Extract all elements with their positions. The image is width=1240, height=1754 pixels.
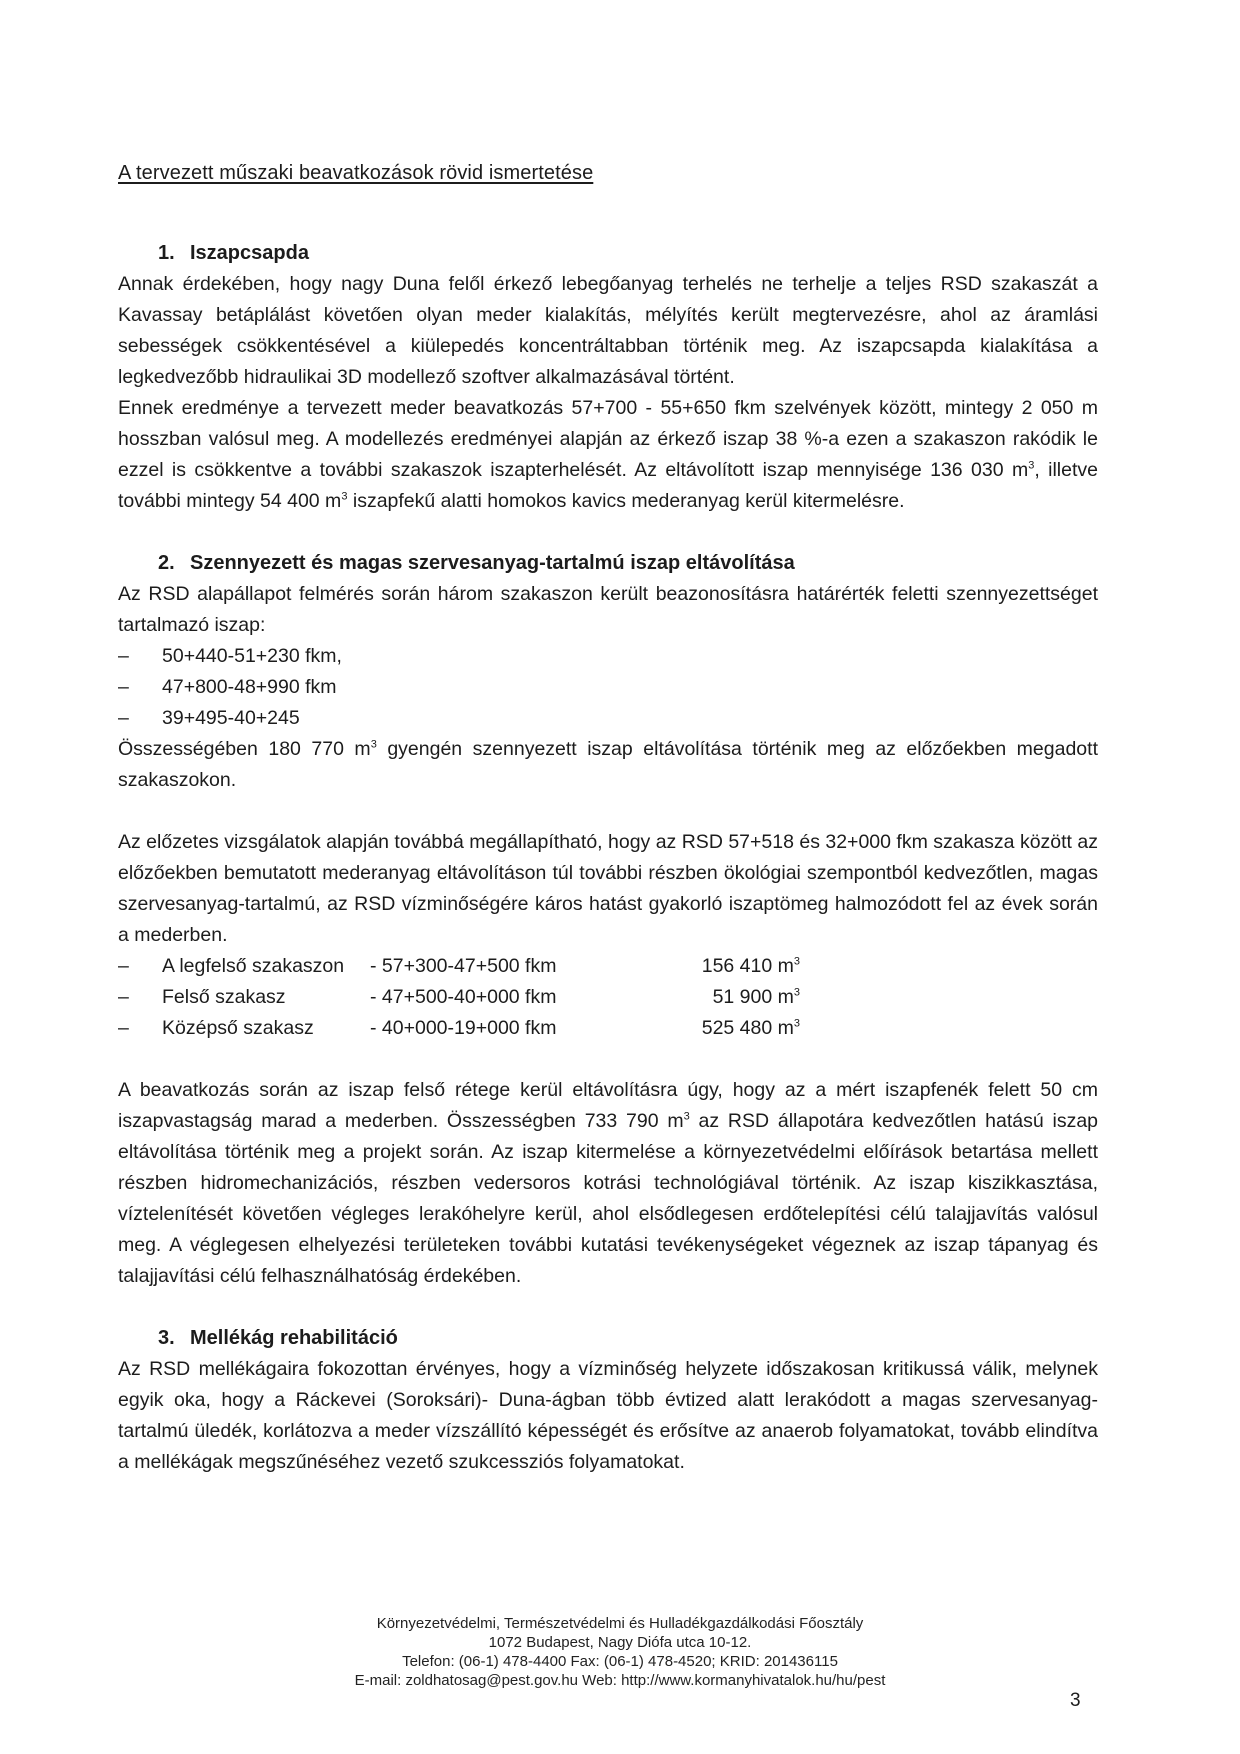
superscript: 3 [683,1110,690,1123]
section-3-paragraph: Az RSD mellékágaira fokozottan érvényes, hogy a vízminőség helyzete időszakosan kritikussá válik, melynek egyik oka, hogy a Ráckevei (Soroksári)- Duna-ágban több évtized alatt lerakódott a magas szervesanyag-tartalmú üledék, korlátozva a meder vízszállító képességét és erősítve az anaerob folyamatokat, tovább elindítva a mellékágak megszűnéséhez vezető szukcessziós folyamatokat. [118,1358,1098,1473]
paragraph-text: Ennek eredménye a tervezett meder beavatkozás 57+700 - 55+650 fkm szelvények között, mintegy 2 050 m hosszban valósul meg. A modellezés eredményei alapján az érkező iszap 38 %-a ezen a szakaszon rakódik le ezzel is csökkentve a további szakaszok iszapterhelését. Az eltávolított iszap mennyisége 136 030 m [118,397,1098,481]
superscript: 3 [793,955,800,968]
section-1-heading [118,238,1098,269]
contaminated-sections-list [118,641,1098,734]
paragraph-text: A beavatkozás során az iszap felső rétege kerül eltávolításra úgy, hogy az a mért iszapfenék felett 50 cm iszapvastagság marad a mederben. Összességben 733 790 m [118,1079,1098,1132]
paragraph-text: iszapfekű alatti homokos kavics mederanyag kerül kitermelésre. [347,490,905,512]
paragraph-text: , illetve további mintegy 54 400 m [118,459,1098,512]
row-range: - 40+000-19+000 fkm [370,1017,557,1039]
paragraph-text: az RSD állapotára kedvezőtlen hatású iszap eltávolítása történik meg a projekt során. Az iszap kitermelése a környezetvédelmi előírások betartása mellett részben hidromechanizációs, részben vedersoros kotrási technológiával történik. Az iszap kiszikkasztása, víztelenítését követően végleges lerakóhelyre kerül, ahol elsődlegesen erdőtelepítési célú talajjavítás valósul meg. A véglegesen elhelyezési területeken további kutatási tevékenységeket végeznek az iszap tápanyag és talajjavítási célú felhasználhatóság érdekében. [118,1110,1099,1287]
document-body [118,238,1098,1478]
section-3-title: Mellékág rehabilitáció [190,1327,398,1349]
superscript: 3 [793,986,800,999]
list-item: – 47+800-48+990 fkm [118,672,1098,703]
section-1-number: 1. [158,242,175,264]
row-range: - 57+300-47+500 fkm [370,955,557,977]
row-name: A legfelső szakaszon [162,955,345,977]
row-volume [650,951,800,982]
table-row [118,1013,800,1044]
superscript: 3 [341,490,348,503]
table-row [118,982,800,1013]
superscript: 3 [370,738,377,751]
section-2-title: Szennyezett és magas szervesanyag-tartalmú iszap eltávolítása [190,552,795,574]
row-name: Középső szakasz [162,1017,314,1039]
row-volume [650,1013,800,1044]
footer-address: 1072 Budapest, Nagy Diófa utca 10-12. [488,1634,752,1651]
document-title: A tervezett műszaki beavatkozások rövid ismertetése [118,162,594,184]
page-number: 3 [1070,1690,1081,1711]
section-2-prelim-paragraph: Az előzetes vizsgálatok alapján továbbá megállapítható, hogy az RSD 57+518 és 32+000 fkm szakasza között az előzőekben bemutatott mederanyag eltávolításon túl további részben ökológiai szempontból kedvezőtlen, magas szervesanyag-tartalmú, az RSD vízminőségére káros hatást gyakorló iszaptömeg halmozódott fel az évek során a mederben. [118,831,1098,946]
section-2-summary [118,734,1098,796]
superscript: 3 [1028,459,1035,472]
sludge-volume-table [118,951,800,1044]
section-1-paragraph-2 [118,393,1098,517]
row-volume [650,982,800,1013]
section-2-heading [118,548,1098,579]
list-item: – 39+495-40+245 [118,703,1098,734]
volume-value: 51 900 m [712,986,794,1008]
volume-value: 156 410 m [701,955,794,977]
paragraph-text: Összességében 180 770 m [118,738,371,760]
row-range: - 47+500-40+000 fkm [370,986,557,1008]
section-3-number: 3. [158,1327,175,1349]
section-1-paragraph-1: Annak érdekében, hogy nagy Duna felől érkező lebegőanyag terhelés ne terhelje a teljes RSD szakaszát a Kavassay betáplálást követően olyan meder kialakítás, mélyítés került megtervezésre, ahol az áramlási sebességek csökkentésével a kiülepedés koncentráltabban történik meg. Az iszapcsapda kialakítása a legkedvezőbb hidraulikai 3D modellező szoftver alkalmazásával történt. [118,273,1098,388]
page-footer [0,1614,1240,1690]
footer-phone: Telefon: (06-1) 478-4400 Fax: (06-1) 478-4520; KRID: 201436115 [402,1653,838,1670]
row-dash: – [118,986,129,1008]
footer-contact: E-mail: zoldhatosag@pest.gov.hu Web: http://www.kormanyhivatalok.hu/hu/pest [354,1672,886,1689]
list-item: – 50+440-51+230 fkm, [118,641,1098,672]
section-1-title: Iszapcsapda [190,242,309,264]
footer-department: Környezetvédelmi, Természetvédelmi és Hulladékgazdálkodási Főosztály [376,1615,864,1632]
section-2-number: 2. [158,552,175,574]
section-2-intro: Az RSD alapállapot felmérés során három szakaszon került beazonosításra határérték feletti szennyezettséget tartalmazó iszap: [118,583,1098,636]
section-2-final-paragraph [118,1075,1098,1292]
paragraph-text: gyengén szennyezett iszap eltávolítása történik meg az előzőekben megadott szakaszokon. [118,738,1098,791]
row-dash: – [118,1017,129,1039]
row-dash: – [118,955,129,977]
table-row [118,951,800,982]
row-name: Felső szakasz [162,986,286,1008]
superscript: 3 [793,1017,800,1030]
volume-value: 525 480 m [701,1017,794,1039]
section-3-heading [118,1323,1098,1354]
